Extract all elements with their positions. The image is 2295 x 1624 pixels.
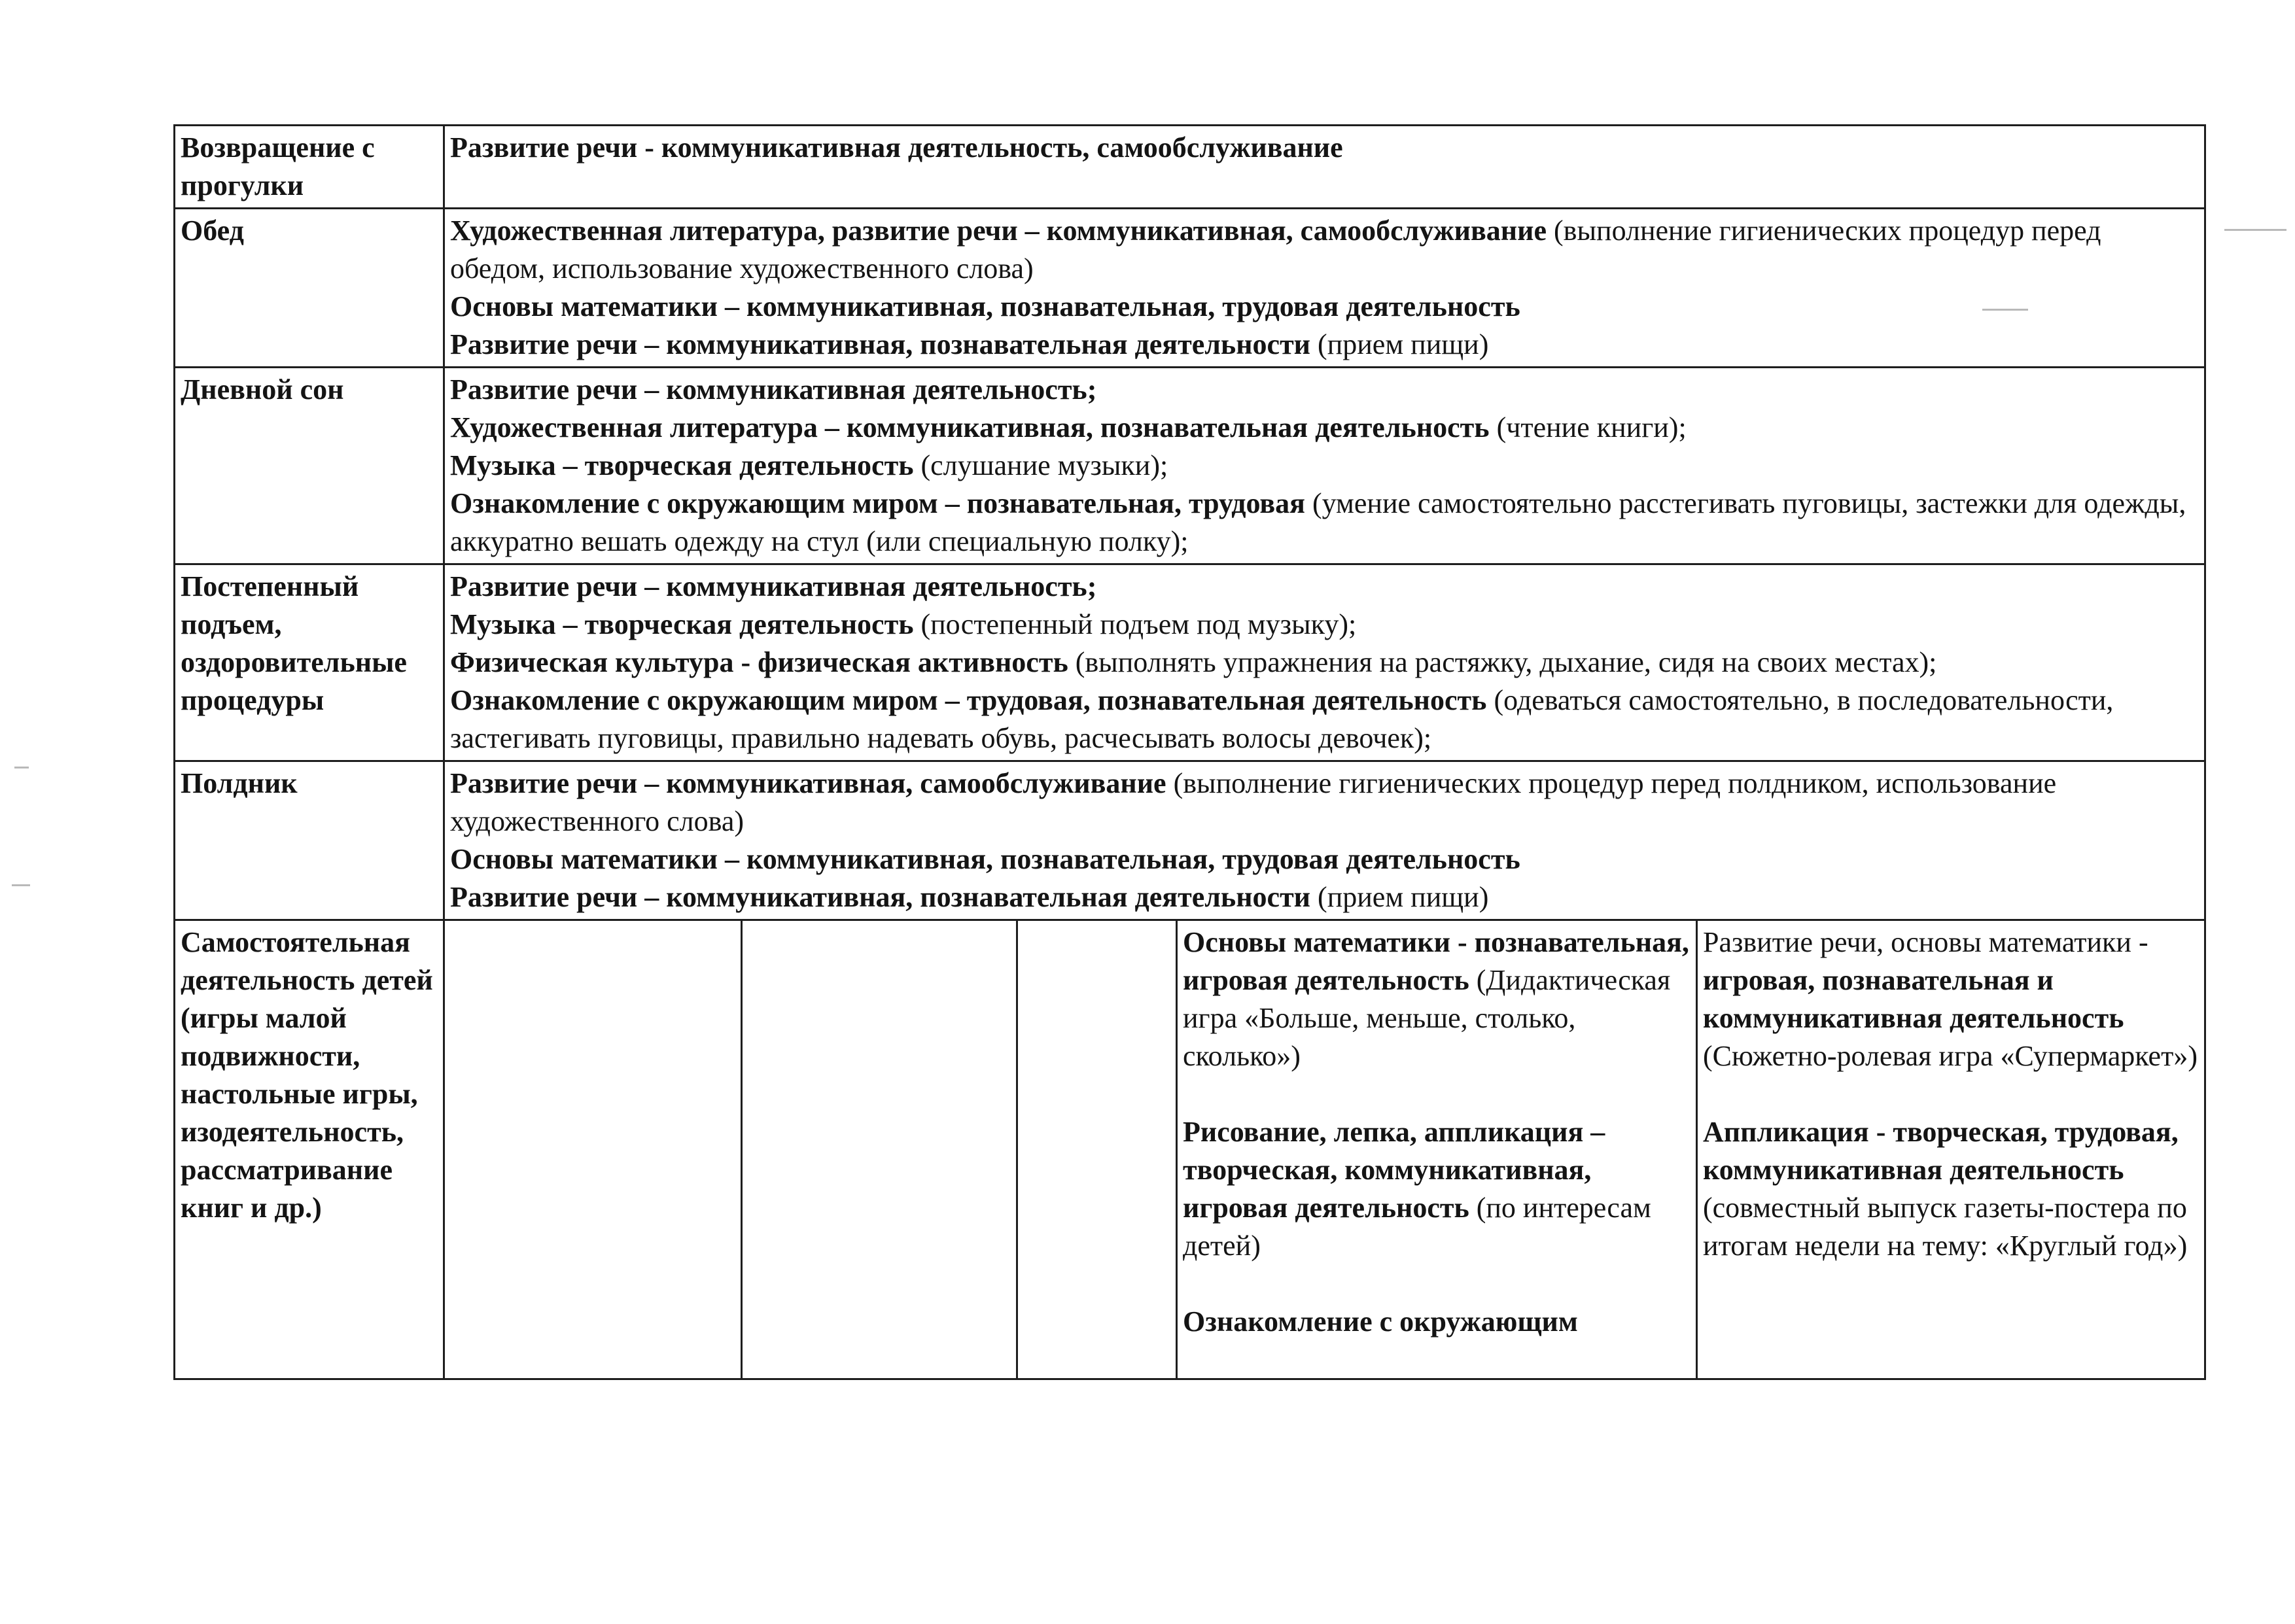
activity-heading: Художественная литература – коммуникативная, познавательная деятельность bbox=[450, 411, 1490, 443]
content-line bbox=[450, 212, 2199, 288]
content-line bbox=[450, 288, 2199, 326]
content-line bbox=[450, 765, 2199, 840]
content-line bbox=[1183, 1303, 1691, 1341]
activity-heading: Аппликация - творческая, трудовая, коммуникативная деятельность bbox=[1703, 1116, 2179, 1186]
activity-heading: Ознакомление с окружающим миром – познавательная, трудовая bbox=[450, 487, 1305, 519]
table-row bbox=[175, 564, 2205, 761]
row-content bbox=[444, 368, 2205, 564]
row-label: Самостоятельная деятельность детей (игры малой подвижности, настольные игры, изодеятельность, рассматривание книг и др.) bbox=[175, 920, 444, 1379]
row-label: Обед bbox=[175, 209, 444, 368]
activity-heading: Развитие речи – коммуникативная, познавательная деятельности bbox=[450, 881, 1311, 913]
activity-note: (выполнять упражнения на растяжку, дыхание, сидя на своих местах); bbox=[1068, 646, 1937, 678]
activity-note: (совместный выпуск газеты-постера по итогам недели на тему: «Круглый год») bbox=[1703, 1192, 2188, 1262]
row-label: Постепенный подъем, оздоровительные процедуры bbox=[175, 564, 444, 761]
activity-note: (Дидактическая игра «Больше, меньше, столько, сколько») bbox=[1183, 964, 1671, 1072]
table-row bbox=[175, 761, 2205, 920]
schedule-table bbox=[173, 124, 2206, 1380]
activity-heading: Физическая культура - физическая активность bbox=[450, 646, 1068, 678]
activity-heading: игровая, познавательная и коммуникативная деятельность bbox=[1703, 964, 2124, 1034]
activity-heading: Ознакомление с окружающим миром – трудовая, познавательная деятельность bbox=[450, 684, 1487, 716]
content-line bbox=[1183, 1113, 1691, 1265]
table-row bbox=[175, 368, 2205, 564]
activity-note: (умение самостоятельно расстегивать пуговицы, застежки для одежды, аккуратно вешать одежду на стул (или специальную полку); bbox=[450, 487, 2186, 557]
table-row bbox=[175, 209, 2205, 368]
row-label: Возвращение с прогулки bbox=[175, 126, 444, 209]
activity-note: (выполнение гигиенических процедур перед полдником, использование художественного слова) bbox=[450, 767, 2057, 837]
scan-mark bbox=[14, 767, 29, 769]
content-line bbox=[450, 840, 2199, 878]
activity-note: (Сюжетно-ролевая игра «Супермаркет») bbox=[1703, 1040, 2198, 1072]
scan-mark bbox=[12, 884, 30, 886]
empty-cell bbox=[1017, 920, 1177, 1379]
row-content bbox=[444, 126, 2205, 209]
activity-heading: Основы математики – коммуникативная, познавательная, трудовая деятельность bbox=[450, 290, 1520, 322]
activity-heading: Рисование, лепка, аппликация – творческая, коммуникативная, игровая деятельность bbox=[1183, 1116, 1605, 1224]
activity-note: (выполнение гигиенических процедур перед обедом, использование художественного слова) bbox=[450, 215, 2101, 285]
activity-heading: Музыка – творческая деятельность bbox=[450, 608, 914, 640]
activity-heading: Развитие речи – коммуникативная, познавательная деятельности bbox=[450, 328, 1311, 360]
row-content bbox=[444, 564, 2205, 761]
content-line bbox=[450, 606, 2199, 644]
content-line bbox=[1183, 924, 1691, 1075]
content-line bbox=[450, 682, 2199, 757]
activity-note: Развитие речи, основы математики - bbox=[1703, 926, 2148, 958]
content-line bbox=[450, 409, 2199, 447]
activity-note: (слушание музыки); bbox=[913, 449, 1168, 481]
content-line bbox=[450, 371, 2199, 409]
activity-heading: Основы математики - познавательная, игровая деятельность bbox=[1183, 926, 1689, 996]
activity-heading: Ознакомление с окружающим bbox=[1183, 1305, 1578, 1338]
row-content bbox=[444, 761, 2205, 920]
content-line bbox=[450, 485, 2199, 561]
activity-note: (прием пищи) bbox=[1310, 328, 1489, 360]
activity-heading: Развитие речи - коммуникативная деятельность, самообслуживание bbox=[450, 131, 1343, 164]
row-content bbox=[444, 209, 2205, 368]
row-label: Дневной сон bbox=[175, 368, 444, 564]
content-line bbox=[450, 326, 2199, 364]
activity-note: (прием пищи) bbox=[1310, 881, 1489, 913]
table-row bbox=[175, 126, 2205, 209]
content-line bbox=[1703, 924, 2199, 1075]
content-line bbox=[450, 878, 2199, 916]
activity-note: (по интересам детей) bbox=[1183, 1192, 1651, 1262]
content-line bbox=[450, 644, 2199, 682]
activity-heading: Развитие речи – коммуникативная деятельность; bbox=[450, 373, 1097, 406]
empty-cell bbox=[444, 920, 742, 1379]
scan-mark bbox=[2224, 229, 2286, 231]
row-label: Полдник bbox=[175, 761, 444, 920]
activity-heading: Основы математики – коммуникативная, познавательная, трудовая деятельность bbox=[450, 843, 1520, 875]
empty-cell bbox=[742, 920, 1017, 1379]
table-row bbox=[175, 920, 2205, 1379]
activity-cell bbox=[1177, 920, 1697, 1379]
activity-note: (чтение книги); bbox=[1489, 411, 1687, 443]
content-line bbox=[450, 568, 2199, 606]
activity-heading: Развитие речи – коммуникативная деятельность; bbox=[450, 570, 1097, 602]
activity-note: (постепенный подъем под музыку); bbox=[913, 608, 1357, 640]
content-line bbox=[450, 129, 2199, 167]
activity-cell bbox=[1697, 920, 2205, 1379]
content-line bbox=[450, 447, 2199, 485]
content-line bbox=[1703, 1113, 2199, 1265]
activity-heading: Развитие речи – коммуникативная, самообслуживание bbox=[450, 767, 1166, 799]
activity-heading: Художественная литература, развитие речи – коммуникативная, самообслуживание bbox=[450, 215, 1547, 247]
activity-note: (одеваться самостоятельно, в последовательности, застегивать пуговицы, правильно надевать обувь, расчесывать волосы девочек); bbox=[450, 684, 2114, 754]
activity-heading: Музыка – творческая деятельность bbox=[450, 449, 914, 481]
